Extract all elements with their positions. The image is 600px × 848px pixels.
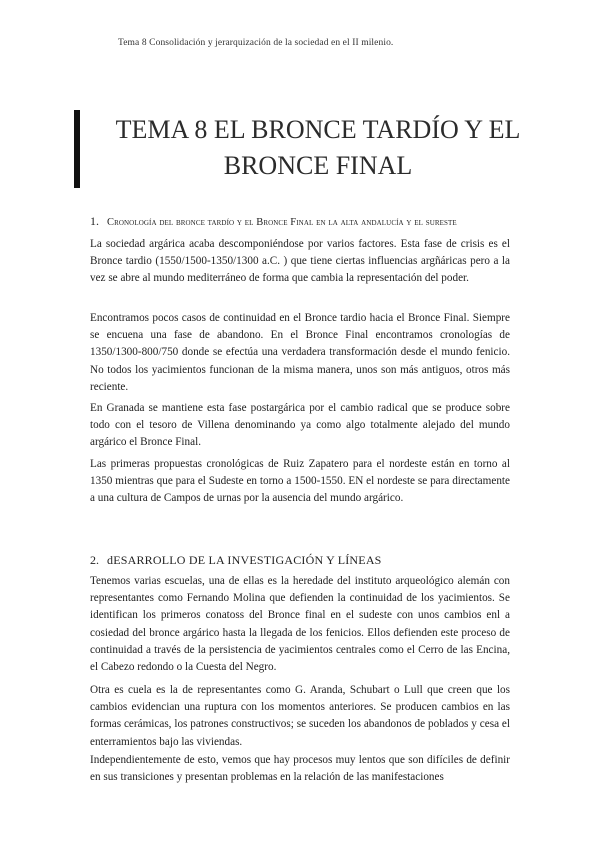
section-1-title: Cronología del bronce tardío y el Bronce Final en la alta andalucía y el sureste: [107, 217, 457, 228]
section-2-heading: [90, 553, 520, 568]
section-1-heading: [90, 214, 520, 229]
section-1-paragraph-2: Encontramos pocos casos de continuidad en el Bronce tardio hacia el Bronce Final. Siempre se encuena una fase de abandono. En el Bronce Final encontramos cronologías de 1350/1300-800/750 donde se efectúa una verdadera transformación desde el mundo fenicio. No todos los yacimientos funcionan de la misma manera, unos son más antiguos, otros más reciente.: [90, 312, 510, 393]
title-accent-bar: [74, 110, 80, 188]
title-line-1: TEMA 8 EL BRONCE TARDÍO Y EL: [115, 115, 521, 144]
section-2-paragraph-1: Tenemos varias escuelas, una de ellas es la heredade del instituto arqueológico alemán con representantes como Fernando Molina que defienden la continuidad de los yacimientos. Se identifican los primeros conatoss del Bronce final en el sudeste con unos cambios enl a cosiedad del bronce argárico hasta la llegada de los fenicios. Ellos defienden este proceso de continuidad a través de la persistencia de yacimientos centrales como el Cerro de las Encina, el Cabezo redondo o la Cuesta del Negro.: [90, 575, 510, 674]
section-2-paragraph-2: Otra es cuela es la de representantes como G. Aranda, Schubart o Lull que creen que los cambios evidencian una ruptura con los momentos anteriores. Se producen cambios en las formas cerámicas, los patrones constructivos; se suceden los abandonos de poblados y cesa el enterramientos bajo las viviendas.: [90, 684, 510, 748]
section-1-paragraph-4: Las primeras propuestas cronológicas de Ruiz Zapatero para el nordeste están en torno al 1350 mientras que para el Sudeste en torno a 1500-1550. EN el nordeste se para directamente a una cultura de Campos de urnas por la ausencia del mundo argárico.: [90, 458, 510, 505]
section-1-number: 1.: [90, 214, 99, 228]
section-2-number: 2.: [90, 553, 99, 567]
section-2-title: dESARROLLO DE LA INVESTIGACIÓN Y LÍNEAS: [107, 553, 382, 567]
running-header: Tema 8 Consolidación y jerarquización de la sociedad en el II milenio.: [118, 38, 394, 48]
section-2-paragraph-3: Independientemente de esto, vemos que hay procesos muy lentos que son difíciles de definir en sus transiciones y presentan problemas en la relación de las manifestaciones: [90, 754, 510, 784]
section-1-paragraph-3: En Granada se mantiene esta fase postargárica por el cambio radical que se produce sobre todo con el tesoro de Villena denominando ya como algo totalmente alejado del mundo argárico el Bronce Final.: [90, 402, 510, 449]
section-1-paragraph-1: La sociedad argárica acaba descomponiéndose por varios factores. Esta fase de crisis es el Bronce tardio (1550/1500-1350/1300 a.C. ) que tiene ciertas influencias argñáricas pero a la vez se abre al mundo mediterráneo de forma que cambia la representación del poder.: [90, 238, 510, 285]
title-line-2: BRONCE FINAL: [223, 151, 413, 180]
document-title: [108, 112, 528, 184]
